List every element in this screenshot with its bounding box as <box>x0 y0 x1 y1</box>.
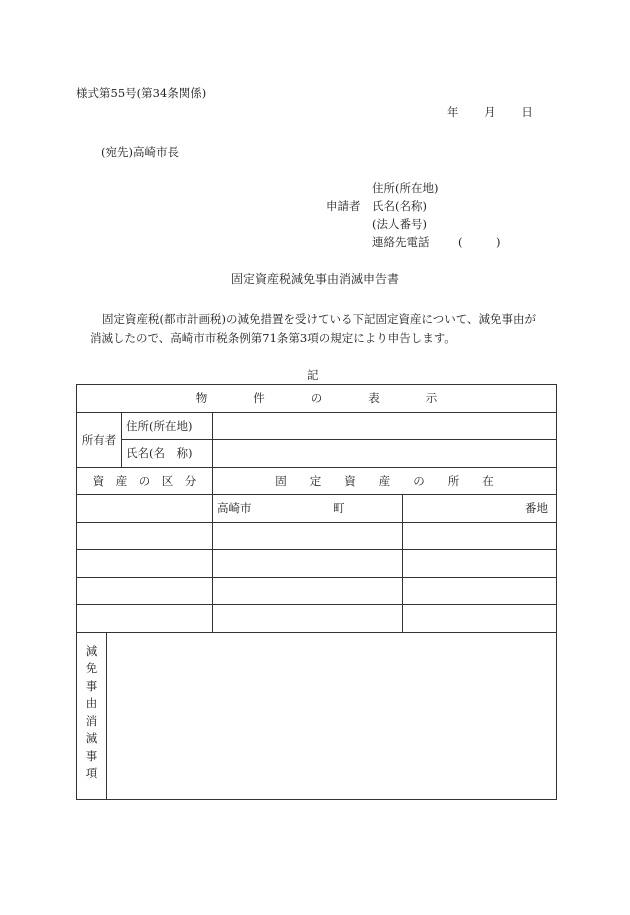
body-paragraph <box>90 310 570 348</box>
table-header: 物 件 の 表 示 <box>77 385 557 413</box>
reason-char: 事 <box>85 748 98 763</box>
reason-char: 消 <box>85 713 98 728</box>
date-year-label: 年 <box>447 105 459 119</box>
date-month-label: 月 <box>484 105 496 119</box>
applicant-address-label: 住所(所在地) <box>372 181 439 195</box>
ki-label: 記 <box>307 368 319 382</box>
reason-char: 減 <box>85 643 98 658</box>
asset-class-field[interactable] <box>77 550 213 578</box>
addressee: (宛先)高崎市長 <box>101 145 179 159</box>
phone-open-paren: ( <box>458 235 463 249</box>
property-table <box>76 384 557 800</box>
owner-address-field[interactable] <box>213 412 557 440</box>
body-line-2: 消滅したので、高崎市市税条例第71条第3項の規定により申告します。 <box>90 331 456 345</box>
asset-location-town-field[interactable] <box>213 495 403 523</box>
owner-name-label: 氏名(名 称) <box>122 440 213 468</box>
owner-address-label: 住所(所在地) <box>122 412 213 440</box>
asset-location-town-field[interactable] <box>213 577 403 605</box>
asset-class-field[interactable] <box>77 605 213 633</box>
asset-class-label: 資 産 の 区 分 <box>77 467 213 495</box>
asset-location-town-field[interactable] <box>213 550 403 578</box>
reason-char: 項 <box>85 766 98 780</box>
reason-label <box>77 632 107 799</box>
lot-label: 番地 <box>525 501 549 516</box>
asset-location-lot-field[interactable] <box>403 577 557 605</box>
owner-label: 所有者 <box>77 412 122 467</box>
form-number: 様式第55号(第34条関係) <box>76 86 207 100</box>
applicant-corp-number-label: (法人番号) <box>372 217 427 231</box>
applicant-role-label: 申請者 <box>326 199 361 213</box>
phone-close-paren: ) <box>496 235 501 249</box>
asset-location-town-field[interactable] <box>213 605 403 633</box>
document-title: 固定資産税減免事由消滅申告書 <box>231 272 400 286</box>
reason-char: 由 <box>85 696 98 710</box>
body-line-1: 固定資産税(都市計画税)の減免措置を受けている下記固定資産について、減免事由が <box>102 312 537 326</box>
date-line <box>447 105 533 119</box>
asset-class-field[interactable] <box>77 577 213 605</box>
applicant-phone-label: 連絡先電話 <box>372 235 430 249</box>
applicant-name-label: 氏名(名称) <box>372 199 427 213</box>
asset-location-label: 固 定 資 産 の 所 在 <box>213 467 557 495</box>
city-label: 高崎市 <box>217 501 252 516</box>
asset-class-field[interactable] <box>77 495 213 523</box>
date-day-label: 日 <box>521 105 533 119</box>
reason-char: 免 <box>85 661 98 675</box>
asset-location-lot-field[interactable] <box>403 605 557 633</box>
asset-location-lot-field[interactable] <box>403 495 557 523</box>
reason-char: 事 <box>85 678 98 693</box>
town-label: 町 <box>333 501 345 516</box>
asset-location-town-field[interactable] <box>213 522 403 550</box>
asset-class-field[interactable] <box>77 522 213 550</box>
asset-location-lot-field[interactable] <box>403 522 557 550</box>
asset-location-lot-field[interactable] <box>403 550 557 578</box>
reason-char: 滅 <box>85 731 98 745</box>
owner-name-field[interactable] <box>213 440 557 468</box>
reason-field[interactable] <box>107 632 557 799</box>
